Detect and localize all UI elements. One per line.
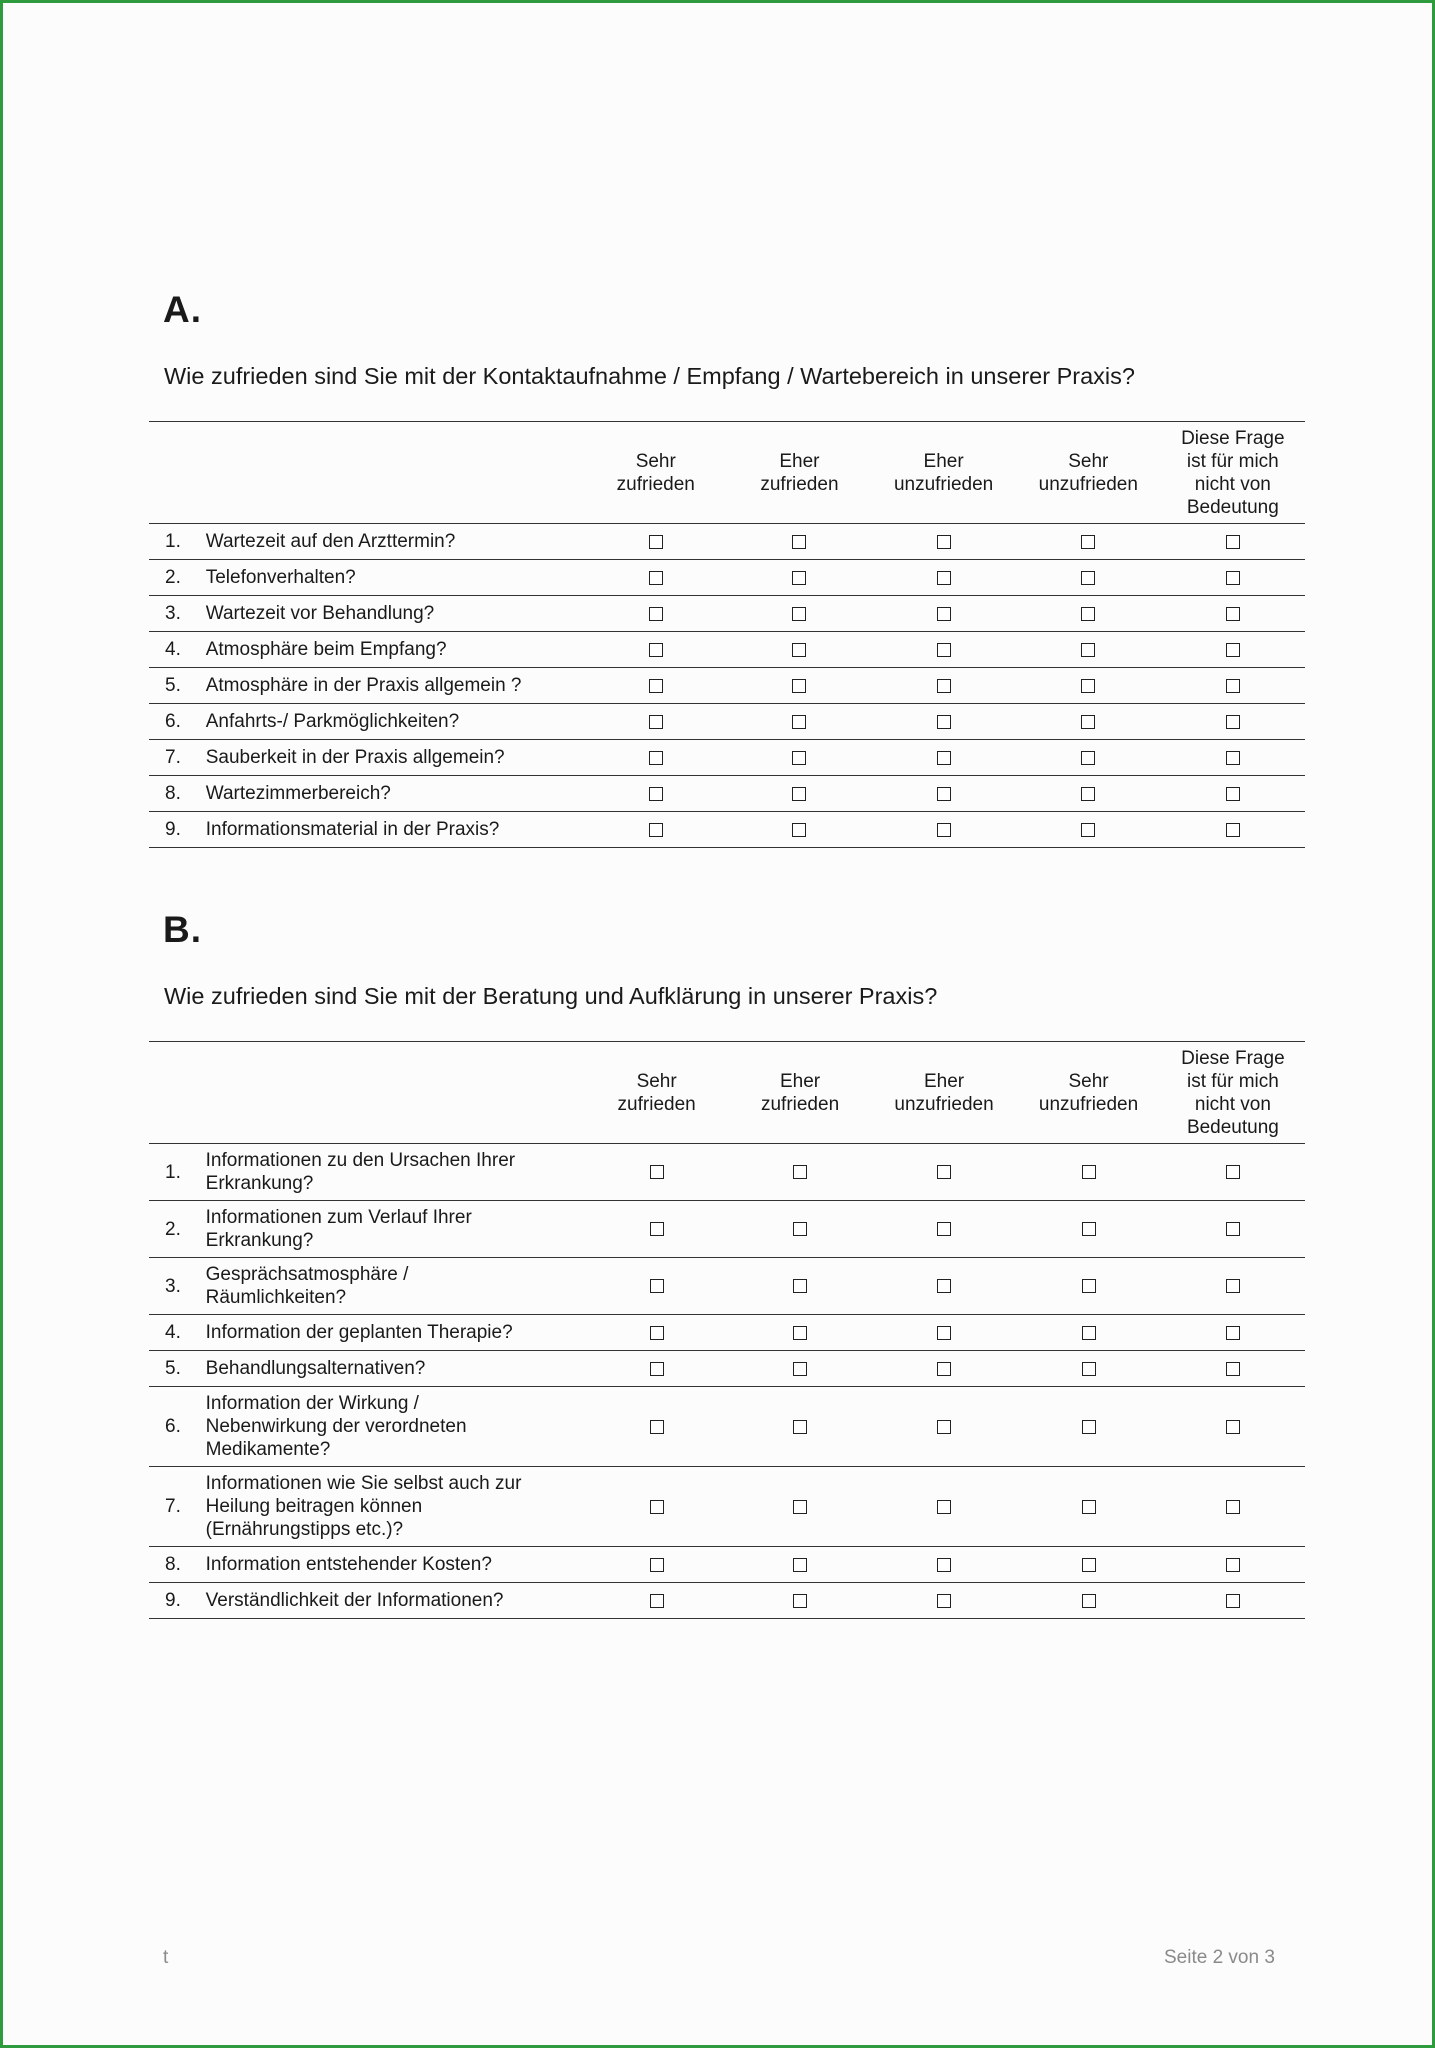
checkbox-sehr-unzufrieden[interactable] [1081, 571, 1095, 585]
cell-eher-zufrieden [728, 1387, 871, 1467]
cell-eher-unzufrieden [871, 596, 1016, 632]
checkbox-eher-zufrieden[interactable] [793, 1594, 807, 1608]
row-question: Informationsmaterial in der Praxis? [205, 819, 500, 840]
table-row [149, 1583, 1305, 1619]
checkbox-eher-unzufrieden[interactable] [937, 535, 951, 549]
col-header-nicht-von-bedeutung: Diese Frage ist für mich nicht von Bedeutung [1181, 1047, 1285, 1138]
cell-eher-zufrieden [728, 812, 872, 848]
row-number: 4. [165, 639, 181, 660]
cell-sehr-zufrieden [585, 1258, 728, 1315]
row-question: Gesprächsatmosphäre / Räumlichkeiten? [205, 1264, 409, 1308]
table-row [149, 1467, 1305, 1547]
checkbox-sehr-unzufrieden[interactable] [1081, 787, 1095, 801]
checkbox-nicht-von-bedeutung[interactable] [1226, 571, 1240, 585]
checkbox-sehr-zufrieden[interactable] [649, 787, 663, 801]
table-row [149, 1547, 1305, 1583]
cell-nicht-von-bedeutung [1161, 1467, 1305, 1547]
row-number: 8. [165, 783, 181, 804]
checkbox-sehr-unzufrieden[interactable] [1082, 1326, 1096, 1340]
checkbox-eher-zufrieden[interactable] [792, 679, 806, 693]
checkbox-nicht-von-bedeutung[interactable] [1226, 715, 1240, 729]
table-row [149, 776, 1305, 812]
cell-nicht-von-bedeutung [1161, 524, 1305, 560]
row-question: Wartezimmerbereich? [205, 783, 391, 804]
checkbox-nicht-von-bedeutung[interactable] [1226, 787, 1240, 801]
row-number: 6. [165, 711, 181, 732]
checkbox-sehr-zufrieden[interactable] [649, 679, 663, 693]
page-number: Seite 2 von 3 [1164, 1947, 1275, 1968]
cell-eher-unzufrieden [872, 1351, 1017, 1387]
checkbox-sehr-unzufrieden[interactable] [1082, 1500, 1096, 1514]
col-header-sehr-unzufrieden: Sehr unzufrieden [1038, 1070, 1139, 1115]
cell-eher-zufrieden [728, 1315, 871, 1351]
row-question: Information der geplanten Therapie? [205, 1322, 513, 1343]
table-row [149, 632, 1305, 668]
row-number: 7. [165, 747, 181, 768]
row-number: 9. [165, 819, 181, 840]
table-row [149, 1351, 1305, 1387]
cell-nicht-von-bedeutung [1161, 632, 1305, 668]
row-number: 1. [165, 531, 181, 552]
row-number: 4. [165, 1322, 181, 1343]
row-number: 7. [165, 1496, 181, 1517]
col-header-eher-zufrieden: Eher zufrieden [760, 1070, 840, 1115]
cell-eher-unzufrieden [872, 1467, 1017, 1547]
cell-eher-zufrieden [728, 524, 872, 560]
checkbox-eher-unzufrieden[interactable] [937, 571, 951, 585]
checkbox-sehr-unzufrieden[interactable] [1082, 1558, 1096, 1572]
checkbox-sehr-zufrieden[interactable] [650, 1326, 664, 1340]
cell-sehr-zufrieden [584, 668, 728, 704]
cell-sehr-unzufrieden [1016, 632, 1161, 668]
row-question: Atmosphäre beim Empfang? [205, 639, 447, 660]
row-number: 3. [165, 603, 181, 624]
checkbox-eher-unzufrieden[interactable] [937, 1420, 951, 1434]
cell-sehr-zufrieden [585, 1315, 728, 1351]
row-question: Wartezeit auf den Arzttermin? [205, 531, 456, 552]
cell-sehr-unzufrieden [1016, 1583, 1161, 1619]
checkbox-eher-zufrieden[interactable] [793, 1420, 807, 1434]
section-b-letter: B. [163, 909, 202, 950]
cell-eher-zufrieden [728, 704, 872, 740]
cell-sehr-zufrieden [584, 704, 728, 740]
cell-eher-zufrieden [728, 668, 872, 704]
row-question: Anfahrts-/ Parkmöglichkeiten? [205, 711, 460, 732]
cell-sehr-zufrieden [584, 560, 728, 596]
cell-eher-zufrieden [728, 560, 872, 596]
checkbox-nicht-von-bedeutung[interactable] [1226, 643, 1240, 657]
checkbox-sehr-zufrieden[interactable] [650, 1420, 664, 1434]
col-header-sehr-zufrieden: Sehr zufrieden [616, 450, 695, 495]
section-b-question: Wie zufrieden sind Sie mit der Beratung und Aufklärung in unserer Praxis? [164, 983, 938, 1009]
checkbox-sehr-unzufrieden[interactable] [1081, 751, 1095, 765]
row-question: Verständlichkeit der Informationen? [205, 1590, 504, 1611]
row-number: 8. [165, 1554, 181, 1575]
row-question: Informationen wie Sie selbst auch zur Heilung beitragen können (Ernährungstipps etc.)? [205, 1473, 522, 1540]
cell-sehr-unzufrieden [1016, 1467, 1161, 1547]
cell-eher-unzufrieden [871, 668, 1016, 704]
checkbox-sehr-zufrieden[interactable] [649, 607, 663, 621]
cell-eher-unzufrieden [871, 560, 1016, 596]
checkbox-nicht-von-bedeutung[interactable] [1226, 1222, 1240, 1236]
checkbox-nicht-von-bedeutung[interactable] [1226, 1279, 1240, 1293]
checkbox-sehr-unzufrieden[interactable] [1081, 823, 1095, 837]
checkbox-eher-unzufrieden[interactable] [937, 1326, 951, 1340]
table-row [149, 812, 1305, 848]
row-number: 2. [165, 1218, 181, 1240]
cell-eher-unzufrieden [872, 1144, 1017, 1201]
checkbox-eher-unzufrieden[interactable] [937, 1279, 951, 1293]
cell-sehr-unzufrieden [1016, 668, 1161, 704]
cell-eher-unzufrieden [871, 812, 1016, 848]
row-number: 5. [165, 1358, 181, 1379]
section-a-question: Wie zufrieden sind Sie mit der Kontaktaufnahme / Empfang / Wartebereich in unserer Praxis? [164, 363, 1135, 389]
col-header-sehr-zufrieden: Sehr zufrieden [617, 1070, 696, 1115]
checkbox-eher-zufrieden[interactable] [793, 1362, 807, 1376]
cell-sehr-zufrieden [585, 1547, 728, 1583]
cell-nicht-von-bedeutung [1161, 668, 1305, 704]
cell-eher-zufrieden [728, 1351, 871, 1387]
checkbox-sehr-unzufrieden[interactable] [1082, 1594, 1096, 1608]
cell-eher-unzufrieden [872, 1258, 1017, 1315]
row-number: 5. [165, 675, 181, 696]
checkbox-eher-unzufrieden[interactable] [937, 715, 951, 729]
cell-nicht-von-bedeutung [1161, 1258, 1305, 1315]
cell-nicht-von-bedeutung [1161, 1144, 1305, 1201]
checkbox-eher-zufrieden[interactable] [793, 1500, 807, 1514]
checkbox-sehr-zufrieden[interactable] [650, 1279, 664, 1293]
cell-eher-zufrieden [728, 632, 872, 668]
table-row [149, 596, 1305, 632]
cell-nicht-von-bedeutung [1161, 1201, 1305, 1258]
cell-sehr-unzufrieden [1016, 1387, 1161, 1467]
row-question: Information der Wirkung / Nebenwirkung der verordneten Medikamente? [205, 1393, 467, 1460]
cell-nicht-von-bedeutung [1161, 1547, 1305, 1583]
checkbox-sehr-zufrieden[interactable] [650, 1558, 664, 1572]
cell-eher-zufrieden [728, 740, 872, 776]
cell-eher-zufrieden [728, 1258, 871, 1315]
checkbox-eher-unzufrieden[interactable] [937, 787, 951, 801]
cell-sehr-zufrieden [585, 1467, 728, 1547]
checkbox-sehr-unzufrieden[interactable] [1082, 1222, 1096, 1236]
checkbox-sehr-unzufrieden[interactable] [1082, 1165, 1096, 1179]
checkbox-sehr-zufrieden[interactable] [649, 643, 663, 657]
section-b-header-row [149, 1042, 1305, 1144]
cell-sehr-unzufrieden [1016, 560, 1161, 596]
row-question: Information entstehender Kosten? [205, 1554, 492, 1575]
cell-sehr-zufrieden [585, 1583, 728, 1619]
cell-eher-unzufrieden [872, 1387, 1017, 1467]
cell-eher-unzufrieden [872, 1583, 1017, 1619]
cell-sehr-unzufrieden [1016, 596, 1161, 632]
cell-eher-unzufrieden [872, 1547, 1017, 1583]
cell-sehr-zufrieden [584, 632, 728, 668]
cell-eher-unzufrieden [872, 1201, 1017, 1258]
checkbox-nicht-von-bedeutung[interactable] [1226, 535, 1240, 549]
cell-sehr-unzufrieden [1016, 1351, 1161, 1387]
checkbox-eher-unzufrieden[interactable] [937, 1362, 951, 1376]
table-row [149, 1315, 1305, 1351]
col-header-sehr-unzufrieden: Sehr unzufrieden [1038, 450, 1138, 495]
checkbox-eher-zufrieden[interactable] [792, 787, 806, 801]
col-header-nicht-von-bedeutung: Diese Frage ist für mich nicht von Bedeutung [1181, 427, 1285, 518]
cell-eher-zufrieden [728, 1467, 871, 1547]
checkbox-sehr-zufrieden[interactable] [649, 751, 663, 765]
cell-sehr-unzufrieden [1016, 812, 1161, 848]
checkbox-eher-zufrieden[interactable] [792, 535, 806, 549]
checkbox-nicht-von-bedeutung[interactable] [1226, 1326, 1240, 1340]
row-number: 3. [165, 1275, 181, 1297]
cell-sehr-zufrieden [585, 1144, 728, 1201]
section-b-table [149, 1041, 1305, 1619]
table-row [149, 1258, 1305, 1315]
cell-eher-zufrieden [728, 1547, 871, 1583]
checkbox-eher-zufrieden[interactable] [792, 643, 806, 657]
checkbox-nicht-von-bedeutung[interactable] [1226, 1594, 1240, 1608]
row-question: Sauberkeit in der Praxis allgemein? [205, 747, 505, 768]
cell-sehr-zufrieden [585, 1201, 728, 1258]
checkbox-eher-unzufrieden[interactable] [937, 751, 951, 765]
checkbox-nicht-von-bedeutung[interactable] [1226, 607, 1240, 621]
checkbox-eher-unzufrieden[interactable] [937, 643, 951, 657]
checkbox-nicht-von-bedeutung[interactable] [1226, 823, 1240, 837]
cell-eher-zufrieden [728, 1201, 871, 1258]
checkbox-eher-zufrieden[interactable] [793, 1279, 807, 1293]
row-question: Atmosphäre in der Praxis allgemein ? [205, 675, 522, 696]
cell-nicht-von-bedeutung [1161, 560, 1305, 596]
checkbox-nicht-von-bedeutung[interactable] [1226, 1500, 1240, 1514]
col-header-eher-unzufrieden: Eher unzufrieden [893, 450, 994, 495]
checkbox-nicht-von-bedeutung[interactable] [1226, 1165, 1240, 1179]
table-row [149, 740, 1305, 776]
checkbox-eher-zufrieden[interactable] [793, 1222, 807, 1236]
checkbox-eher-zufrieden[interactable] [793, 1558, 807, 1572]
cell-sehr-unzufrieden [1016, 1144, 1161, 1201]
cell-eher-unzufrieden [871, 704, 1016, 740]
checkbox-eher-unzufrieden[interactable] [937, 1558, 951, 1572]
checkbox-eher-zufrieden[interactable] [792, 823, 806, 837]
checkbox-eher-zufrieden[interactable] [793, 1326, 807, 1340]
table-row [149, 1387, 1305, 1467]
col-header-eher-unzufrieden: Eher unzufrieden [894, 1070, 994, 1115]
cell-sehr-unzufrieden [1016, 776, 1161, 812]
cell-nicht-von-bedeutung [1161, 1387, 1305, 1467]
row-number: 9. [165, 1590, 181, 1611]
checkbox-sehr-zufrieden[interactable] [650, 1594, 664, 1608]
table-row [149, 1144, 1305, 1201]
checkbox-sehr-unzufrieden[interactable] [1081, 535, 1095, 549]
cell-eher-unzufrieden [871, 632, 1016, 668]
checkbox-sehr-zufrieden[interactable] [650, 1222, 664, 1236]
checkbox-eher-zufrieden[interactable] [792, 607, 806, 621]
checkbox-sehr-zufrieden[interactable] [650, 1165, 664, 1179]
cell-eher-zufrieden [728, 1583, 871, 1619]
footer-mark: t [163, 1947, 169, 1968]
checkbox-sehr-zufrieden[interactable] [649, 823, 663, 837]
checkbox-sehr-unzufrieden[interactable] [1082, 1279, 1096, 1293]
checkbox-sehr-unzufrieden[interactable] [1082, 1362, 1096, 1376]
cell-sehr-unzufrieden [1016, 524, 1161, 560]
cell-eher-unzufrieden [872, 1315, 1017, 1351]
row-question: Informationen zum Verlauf Ihrer Erkrankung? [205, 1207, 472, 1251]
cell-nicht-von-bedeutung [1161, 812, 1305, 848]
cell-eher-unzufrieden [871, 776, 1016, 812]
checkbox-eher-unzufrieden[interactable] [937, 1500, 951, 1514]
table-row [149, 704, 1305, 740]
row-question: Telefonverhalten? [205, 567, 356, 588]
cell-nicht-von-bedeutung [1161, 776, 1305, 812]
checkbox-eher-zufrieden[interactable] [792, 571, 806, 585]
checkbox-sehr-unzufrieden[interactable] [1082, 1420, 1096, 1434]
table-row [149, 668, 1305, 704]
checkbox-nicht-von-bedeutung[interactable] [1226, 1558, 1240, 1572]
cell-nicht-von-bedeutung [1161, 1583, 1305, 1619]
checkbox-sehr-zufrieden[interactable] [649, 535, 663, 549]
checkbox-eher-zufrieden[interactable] [792, 715, 806, 729]
cell-sehr-unzufrieden [1016, 704, 1161, 740]
checkbox-nicht-von-bedeutung[interactable] [1226, 751, 1240, 765]
cell-sehr-unzufrieden [1016, 740, 1161, 776]
checkbox-sehr-unzufrieden[interactable] [1081, 643, 1095, 657]
cell-sehr-zufrieden [584, 524, 728, 560]
checkbox-eher-unzufrieden[interactable] [937, 1222, 951, 1236]
checkbox-eher-unzufrieden[interactable] [937, 679, 951, 693]
cell-sehr-zufrieden [585, 1387, 728, 1467]
table-row [149, 560, 1305, 596]
checkbox-nicht-von-bedeutung[interactable] [1226, 679, 1240, 693]
cell-eher-zufrieden [728, 596, 872, 632]
cell-sehr-unzufrieden [1016, 1547, 1161, 1583]
cell-sehr-zufrieden [584, 596, 728, 632]
checkbox-sehr-zufrieden[interactable] [649, 571, 663, 585]
cell-nicht-von-bedeutung [1161, 1315, 1305, 1351]
cell-sehr-unzufrieden [1016, 1258, 1161, 1315]
cell-nicht-von-bedeutung [1161, 704, 1305, 740]
table-row [149, 1201, 1305, 1258]
checkbox-nicht-von-bedeutung[interactable] [1226, 1362, 1240, 1376]
row-number: 1. [165, 1161, 181, 1183]
cell-sehr-zufrieden [584, 812, 728, 848]
row-question: Wartezeit vor Behandlung? [205, 603, 435, 624]
cell-sehr-unzufrieden [1016, 1315, 1161, 1351]
row-number: 2. [165, 567, 181, 588]
row-question: Behandlungsalternativen? [205, 1358, 426, 1379]
col-header-eher-zufrieden: Eher zufrieden [760, 450, 839, 495]
cell-eher-unzufrieden [871, 740, 1016, 776]
row-question: Informationen zu den Ursachen Ihrer Erkrankung? [205, 1150, 516, 1194]
table-row [149, 524, 1305, 560]
cell-sehr-zufrieden [584, 740, 728, 776]
cell-nicht-von-bedeutung [1161, 1351, 1305, 1387]
section-a-table [149, 421, 1305, 848]
checkbox-sehr-unzufrieden[interactable] [1081, 715, 1095, 729]
checkbox-eher-unzufrieden[interactable] [937, 1594, 951, 1608]
cell-sehr-unzufrieden [1016, 1201, 1161, 1258]
checkbox-sehr-zufrieden[interactable] [650, 1362, 664, 1376]
cell-eher-zufrieden [728, 1144, 871, 1201]
cell-sehr-zufrieden [585, 1351, 728, 1387]
cell-eher-unzufrieden [871, 524, 1016, 560]
cell-nicht-von-bedeutung [1161, 596, 1305, 632]
checkbox-sehr-zufrieden[interactable] [649, 715, 663, 729]
cell-sehr-zufrieden [584, 776, 728, 812]
checkbox-sehr-zufrieden[interactable] [650, 1500, 664, 1514]
row-number: 6. [165, 1416, 181, 1437]
section-a-header-row [149, 422, 1305, 524]
checkbox-eher-zufrieden[interactable] [792, 751, 806, 765]
checkbox-eher-unzufrieden[interactable] [937, 823, 951, 837]
section-a-letter: A. [163, 289, 202, 330]
checkbox-eher-unzufrieden[interactable] [937, 607, 951, 621]
checkbox-nicht-von-bedeutung[interactable] [1226, 1420, 1240, 1434]
checkbox-eher-unzufrieden[interactable] [937, 1165, 951, 1179]
cell-eher-zufrieden [728, 776, 872, 812]
checkbox-sehr-unzufrieden[interactable] [1081, 607, 1095, 621]
checkbox-sehr-unzufrieden[interactable] [1081, 679, 1095, 693]
cell-nicht-von-bedeutung [1161, 740, 1305, 776]
checkbox-eher-zufrieden[interactable] [793, 1165, 807, 1179]
